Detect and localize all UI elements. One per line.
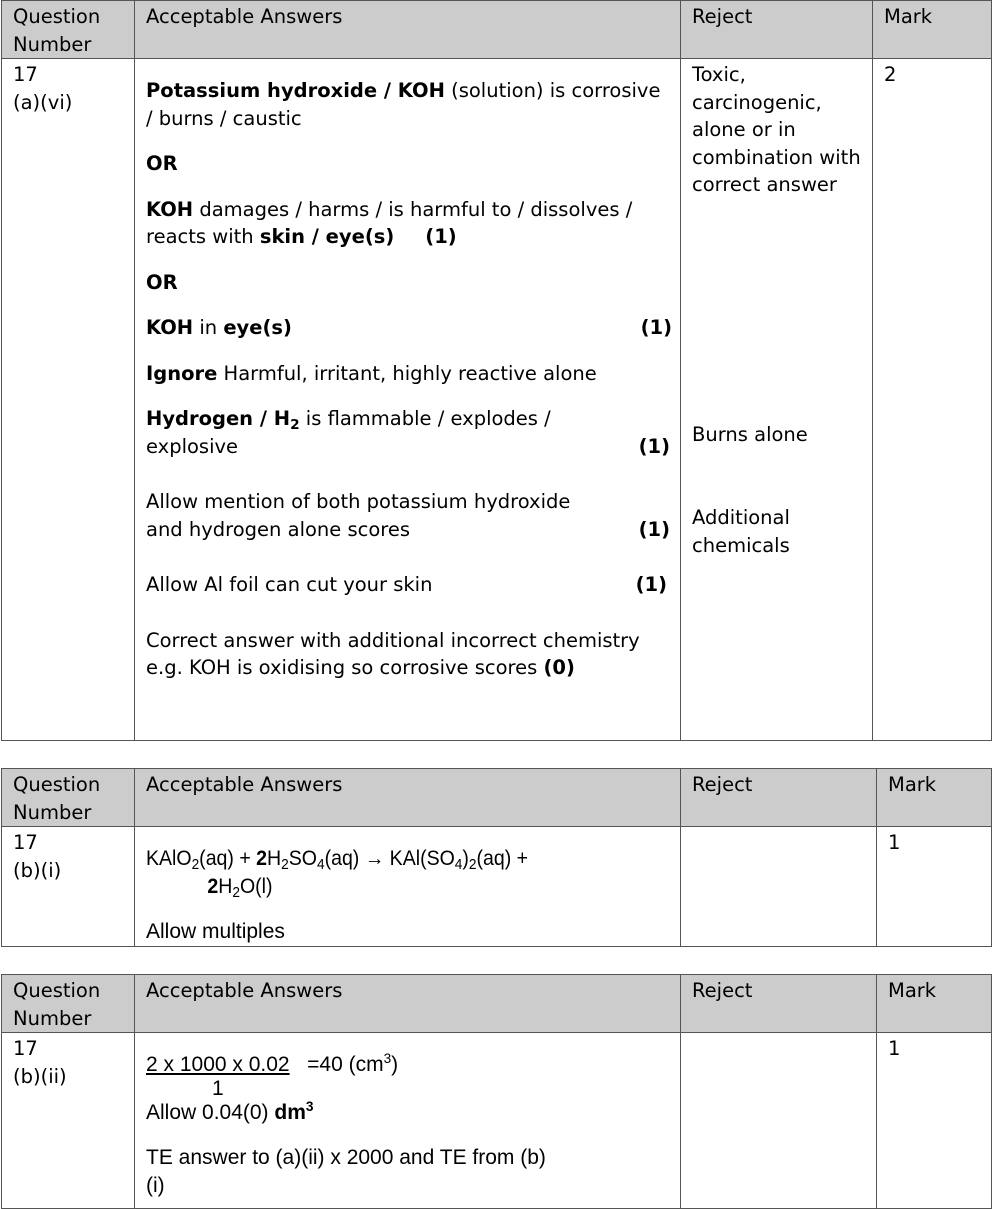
answer-hydrogen-flammable: Hydrogen / $H_2$ is flammable / explodes / bbox=[146, 407, 551, 433]
reject-cell bbox=[681, 59, 873, 741]
reject-burns-alone: Burns alone bbox=[692, 422, 808, 446]
answer-row bbox=[2, 1033, 992, 1209]
or-separator: OR bbox=[146, 270, 178, 294]
question-number: 17 (b)(i) bbox=[2, 827, 135, 947]
answer-row bbox=[2, 59, 992, 741]
question-number: 17 (a)(vi) bbox=[2, 59, 135, 741]
question-number: 17 (b)(ii) bbox=[2, 1033, 135, 1209]
ignore-note: Ignore Harmful, irritant, highly reactive alone bbox=[146, 361, 597, 385]
header-mark: Mark bbox=[877, 975, 992, 1033]
allow-both-line2: and hydrogen alone scores (1) bbox=[146, 517, 670, 541]
reject-cell bbox=[681, 827, 877, 947]
acceptable-answers-cell bbox=[135, 827, 681, 947]
mark-scheme-table-17b-i bbox=[1, 768, 992, 947]
header-acceptable-answers: Acceptable Answers bbox=[135, 769, 681, 827]
answer-koh-corrosive: Potassium hydroxide / KOH (solution) is corrosive / burns / caustic bbox=[146, 79, 661, 130]
te-note: TE answer to (a)(ii) x 2000 and TE from (b)(i) bbox=[146, 1146, 546, 1197]
header-reject: Reject bbox=[681, 975, 877, 1033]
header-reject: Reject bbox=[681, 769, 877, 827]
fraction-numerator: 2 x 1000 x 0.02 bbox=[146, 1053, 290, 1076]
allow-al-foil-note: Allow Al foil can cut your skin (1) bbox=[146, 573, 667, 596]
answer-row bbox=[2, 827, 992, 947]
acceptable-answers-cell bbox=[135, 1033, 681, 1209]
header-row bbox=[2, 769, 992, 827]
header-mark: Mark bbox=[877, 769, 992, 827]
answer-koh-damages: KOH damages / harms / is harmful to / dissolves / reacts with skin / eye(s) (1) bbox=[146, 197, 633, 248]
answer-hydrogen-line2: explosive (1) bbox=[146, 434, 670, 458]
acceptable-answers-cell bbox=[135, 59, 681, 741]
header-mark: Mark bbox=[873, 1, 992, 59]
answer-koh-eyes: KOH in eye(s) (1) bbox=[146, 316, 672, 339]
balanced-equation-line2: $2H_2O(l)$ bbox=[207, 874, 273, 901]
allow-multiples-note: Allow multiples bbox=[146, 920, 285, 943]
balanced-equation-line1: KAlO$_2$(aq) + $2H_2SO_4(aq) \to KAl(SO_4)_2(aq)$ + bbox=[146, 847, 529, 873]
mark-scheme-table-17a-vi bbox=[1, 0, 992, 741]
header-row bbox=[2, 975, 992, 1033]
header-question-number: Question Number bbox=[2, 769, 135, 827]
header-reject: Reject bbox=[681, 1, 873, 59]
mark-value: 2 bbox=[873, 59, 992, 741]
allow-dm3-note: Allow 0.04(0) $dm^3$ bbox=[146, 1098, 314, 1124]
allow-both-note: Allow mention of both potassium hydroxide bbox=[146, 490, 571, 513]
fraction-denominator: 1 bbox=[212, 1076, 224, 1100]
reject-toxic: Toxic, carcinogenic, alone or in combination with correct answer bbox=[692, 63, 861, 196]
mark-value: 1 bbox=[877, 827, 992, 947]
volume-calculation: 2 x 1000 x 0.02 =40 $(cm^3)$ bbox=[146, 1051, 399, 1076]
or-separator: OR bbox=[146, 152, 178, 175]
mark-value: 1 bbox=[877, 1033, 992, 1209]
header-row bbox=[2, 1, 992, 59]
reject-cell bbox=[681, 1033, 877, 1209]
header-question-number: Question Number bbox=[2, 1, 135, 59]
header-acceptable-answers: Acceptable Answers bbox=[135, 975, 681, 1033]
header-question-number: Question Number bbox=[2, 975, 135, 1033]
mark-scheme-table-17b-ii bbox=[1, 974, 992, 1209]
incorrect-chemistry-note: Correct answer with additional incorrect chemistry e.g. KOH is oxidising so corrosive scores (0) bbox=[146, 628, 640, 679]
header-acceptable-answers: Acceptable Answers bbox=[135, 1, 681, 59]
reject-additional-chemicals: Additional chemicals bbox=[692, 506, 790, 557]
